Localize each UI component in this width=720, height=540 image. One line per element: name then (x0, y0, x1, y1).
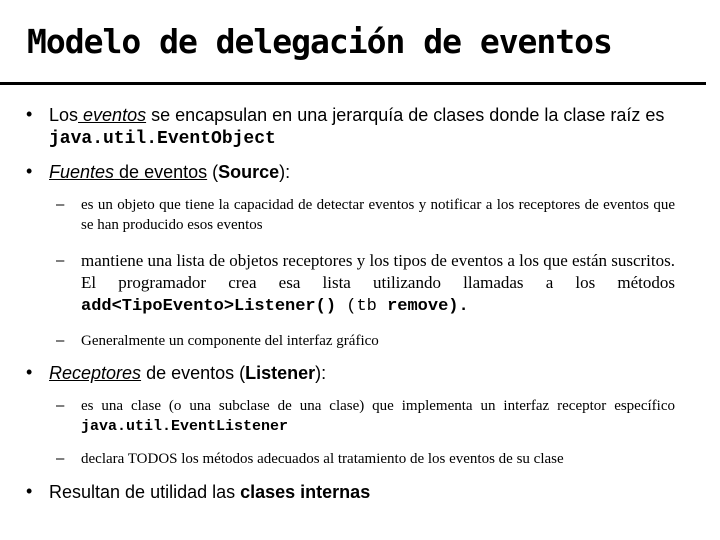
term-source: Source (218, 162, 280, 182)
term-eventos: eventos (78, 105, 147, 125)
dash-marker: – (56, 332, 65, 349)
bullet-clases-internas (49, 481, 689, 503)
term-listener: Listener (245, 363, 316, 383)
text-tb: (tb (336, 297, 388, 316)
dash-marker: – (56, 252, 65, 269)
bullet-eventobject (49, 104, 689, 150)
text-jerarquia: se encapsulan en una jerarquía de clases donde la clase raíz es (146, 105, 665, 125)
bullet-marker: • (26, 481, 33, 501)
dash-marker: – (56, 196, 65, 213)
text-los: Los (49, 105, 79, 125)
bullet-marker: • (26, 362, 33, 382)
code-eventobject: java.util.EventObject (49, 129, 276, 149)
bullet-fuentes (49, 161, 689, 183)
paren-close: ): (315, 363, 327, 383)
text-utilidad: Resultan de utilidad las (49, 482, 241, 502)
dash-marker: – (56, 397, 65, 414)
bullet-receptores (49, 362, 689, 384)
text-eventos: eventos (139, 162, 208, 182)
text-close: ). (448, 297, 469, 316)
paren-close: ): (279, 162, 291, 182)
bullet-marker: • (26, 104, 33, 124)
text-de-eventos: de eventos ( (141, 363, 246, 383)
bullet-marker: • (26, 161, 33, 181)
code-add-listener: add<TipoEvento>Listener() (81, 297, 337, 316)
subitem-fuente-componente: Generalmente un componente del interfaz gráfico (81, 333, 379, 349)
code-eventlistener: java.util.EventListener (81, 418, 289, 435)
subitem-receptor-metodos: declara TODOS los métodos adecuados al tratamiento de los eventos de su clase (81, 451, 564, 467)
term-fuentes: Fuentes (49, 162, 115, 182)
subitem-receptor-clase (81, 396, 675, 437)
subitem-fuente-lista (81, 250, 675, 318)
code-remove: remove (387, 297, 449, 316)
title-underline (0, 82, 706, 85)
text-receptor-clase: es una clase (o una subclase de una clase) que implementa un interfaz receptor específico (81, 398, 675, 414)
term-clases-internas: clases internas (240, 482, 371, 502)
subitem-fuente-definicion: es un objeto que tiene la capacidad de detectar eventos y notificar a los receptores de eventos que se han producido esos eventos (81, 197, 675, 233)
text-lista: mantiene una lista de objetos receptores y los tipos de eventos a los que están suscritos. El programador crea esa lista utilizando llamadas a los métodos (81, 251, 675, 292)
term-receptores: Receptores (49, 363, 142, 383)
slide-title: Modelo de delegación de eventos (27, 22, 612, 61)
text-de: de (114, 162, 140, 182)
dash-marker: – (56, 450, 65, 467)
paren-open: ( (207, 162, 219, 182)
